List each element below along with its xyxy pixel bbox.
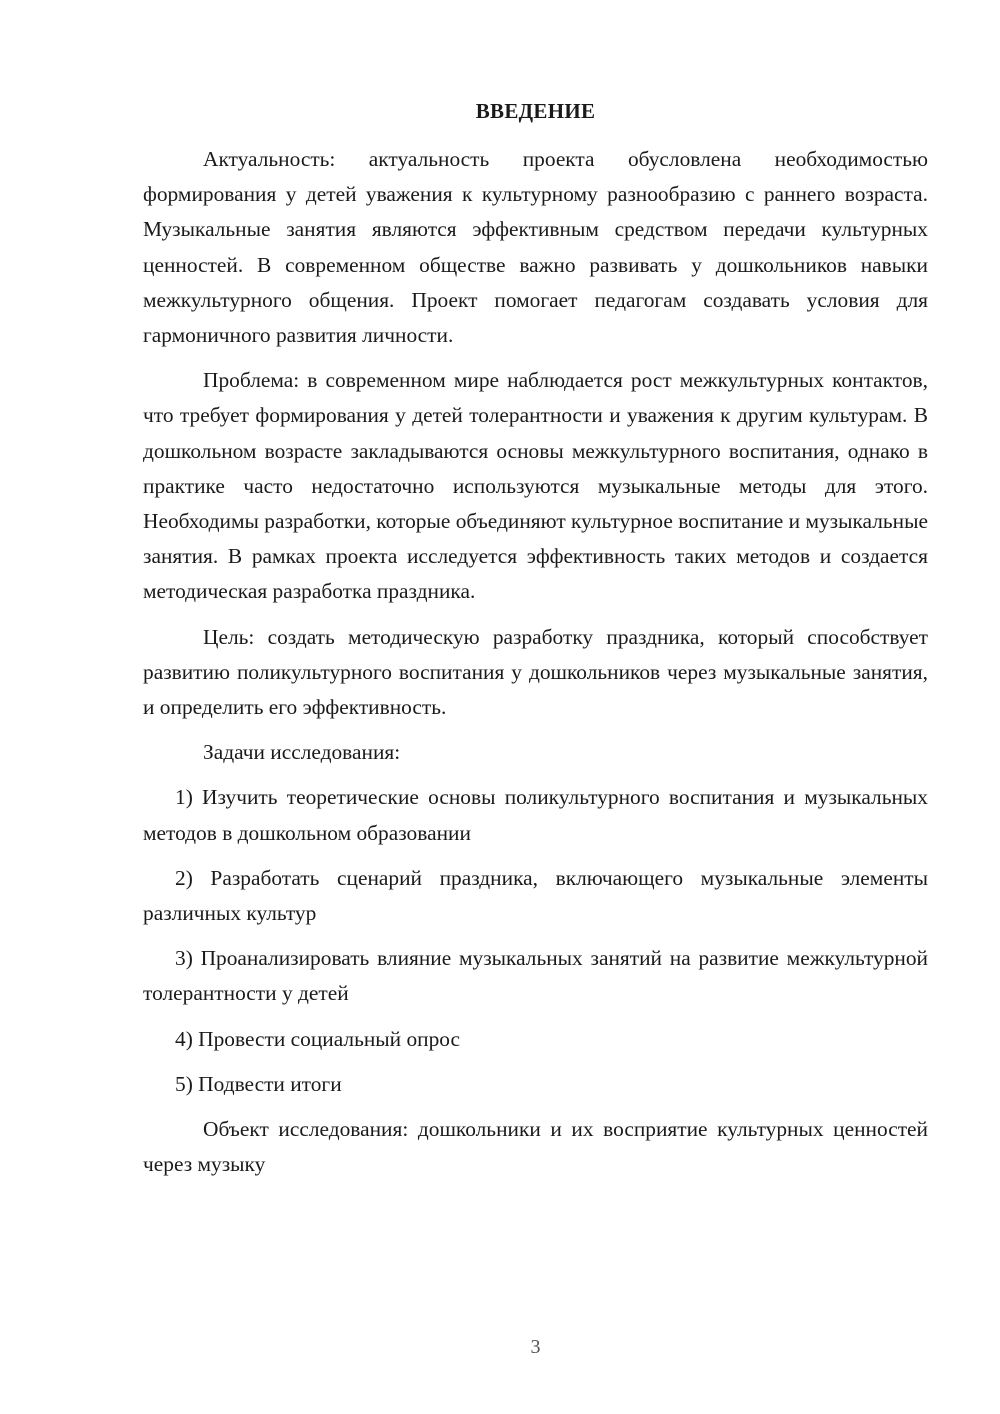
- paragraph-goal: Цель: создать методическую разработку праздника, который способствует развитию поликультурного воспитания у дошкольников через музыкальные занятия, и определить его эффективность.: [143, 624, 928, 720]
- page-number: 3: [530, 1336, 541, 1358]
- task-item-1: 1) Изучить теоретические основы поликультурного воспитания и музыкальных методов в дошкольном образовании: [143, 785, 928, 845]
- task-item-2: 2) Разработать сценарий праздника, включающего музыкальные элементы различных культур: [143, 865, 928, 926]
- paragraph-tasks-heading: Задачи исследования:: [203, 740, 401, 765]
- document-body: [143, 142, 928, 1192]
- paragraph-relevance: Актуальность: актуальность проекта обусловлена необходимостью формирования у детей уважения к культурному разнообразию с раннего возраста. Музыкальные занятия являются эффективным средством передачи культурных ценностей. В современном обществе важно развивать у дошкольников навыки межкультурного общения. Проект помогает педагогам создавать условия для гармоничного развития личности.: [143, 147, 928, 348]
- paragraph-object: Объект исследования: дошкольники и их восприятие культурных ценностей через музыку: [143, 1117, 928, 1177]
- task-item-5: 5) Подвести итоги: [175, 1071, 342, 1096]
- document-page: [143, 0, 928, 1414]
- task-item-4: 4) Провести социальный опрос: [175, 1026, 461, 1051]
- paragraph-problem: Проблема: в современном мире наблюдается рост межкультурных контактов, что требует формирования у детей толерантности и уважения к другим культурам. В дошкольном возрасте закладываются основы межкультурного воспитания, однако в практике часто недостаточно используются музыкальные методы для этого. Необходимы разработки, которые объединяют культурное воспитание и музыкальные занятия. В рамках проекта исследуется эффективность таких методов и создается методическая разработка праздника.: [143, 368, 928, 604]
- page-title: ВВЕДЕНИЕ: [475, 99, 596, 123]
- task-item-3: 3) Проанализировать влияние музыкальных занятий на развитие межкультурной толерантности у детей: [143, 946, 928, 1006]
